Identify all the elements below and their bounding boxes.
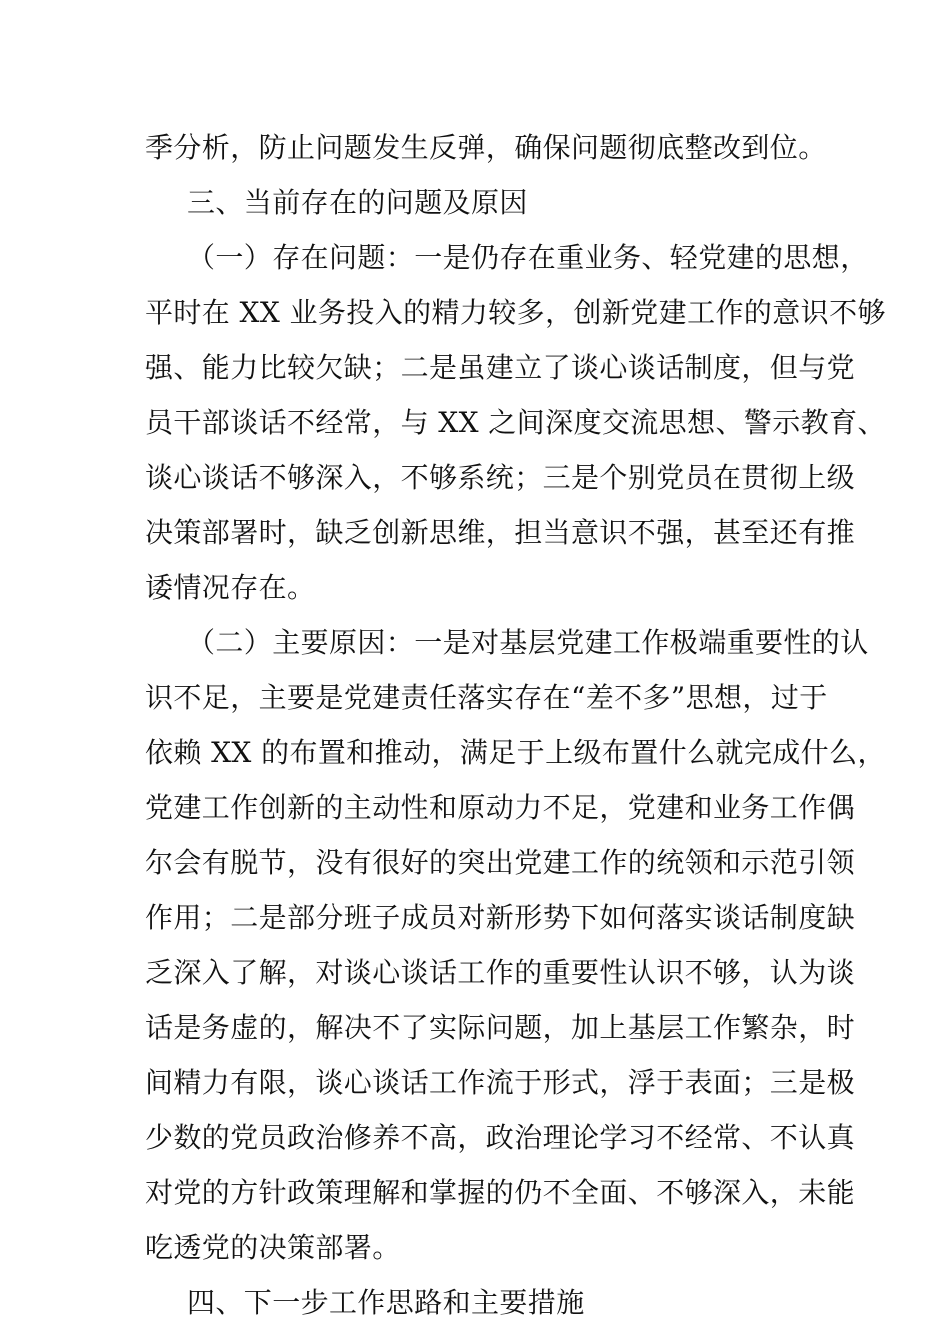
section-heading-4: 四、下一步工作思路和主要措施 bbox=[187, 1286, 585, 1319]
paragraph-line: 平时在 XX 业务投入的精力较多，创新党建工作的意识不够 bbox=[145, 296, 886, 329]
paragraph-line: 诿情况存在。 bbox=[145, 571, 316, 604]
paragraph-line: 决策部署时，缺乏创新思维，担当意识不强，甚至还有推 bbox=[145, 516, 856, 549]
paragraph-line: 作用；二是部分班子成员对新形势下如何落实谈话制度缺 bbox=[145, 901, 856, 934]
paragraph-line: （一）存在问题：一是仍存在重业务、轻党建的思想， bbox=[187, 241, 869, 274]
paragraph-line: 强、能力比较欠缺；二是虽建立了谈心谈话制度，但与党 bbox=[145, 351, 856, 384]
paragraph-line: 谈心谈话不够深入，不够系统；三是个别党员在贯彻上级 bbox=[145, 461, 856, 494]
paragraph-line: 间精力有限，谈心谈话工作流于形式，浮于表面；三是极 bbox=[145, 1066, 856, 1099]
paragraph-line: 对党的方针政策理解和掌握的仍不全面、不够深入，未能 bbox=[145, 1176, 856, 1209]
paragraph-line: 乏深入了解，对谈心谈话工作的重要性认识不够，认为谈 bbox=[145, 956, 856, 989]
paragraph-line: 员干部谈话不经常，与 XX 之间深度交流思想、警示教育、 bbox=[145, 406, 886, 439]
paragraph-line: （二）主要原因：一是对基层党建工作极端重要性的认 bbox=[187, 626, 869, 659]
paragraph-line: 少数的党员政治修养不高，政治理论学习不经常、不认真 bbox=[145, 1121, 856, 1154]
section-heading-3: 三、当前存在的问题及原因 bbox=[187, 186, 528, 219]
paragraph-line: 吃透党的决策部署。 bbox=[145, 1231, 401, 1264]
paragraph-line: 尔会有脱节，没有很好的突出党建工作的统领和示范引领 bbox=[145, 846, 856, 879]
paragraph-line: 党建工作创新的主动性和原动力不足，党建和业务工作偶 bbox=[145, 791, 856, 824]
paragraph-line: 识不足，主要是党建责任落实存在“差不多”思想，过于 bbox=[145, 681, 828, 714]
paragraph-line: 话是务虚的，解决不了实际问题，加上基层工作繁杂，时 bbox=[145, 1011, 856, 1044]
paragraph-line: 季分析，防止问题发生反弹，确保问题彻底整改到位。 bbox=[145, 131, 827, 164]
paragraph-line: 依赖 XX 的布置和推动，满足于上级布置什么就完成什么， bbox=[145, 736, 886, 769]
